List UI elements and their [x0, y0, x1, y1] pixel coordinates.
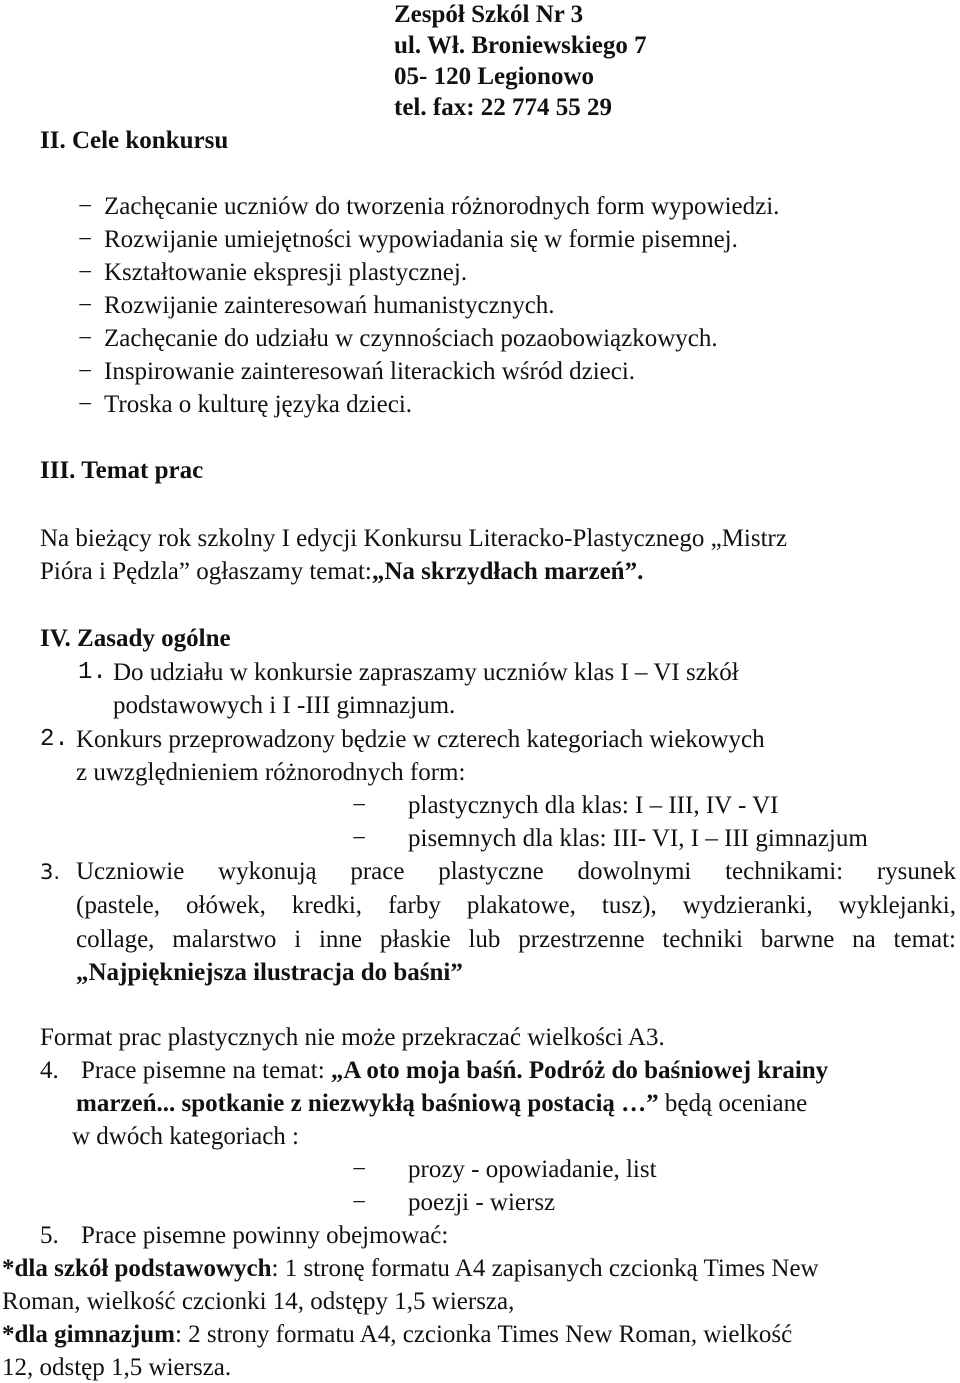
rule-4-line-3: w dwóch kategoriach :	[72, 1123, 300, 1150]
topic-line-1: Na bieżący rok szkolny I edycji Konkursu Literacko-Plastycznego „Mistrz	[40, 525, 787, 552]
rule-4-intro: Prace pisemne na temat:	[81, 1057, 331, 1084]
rule-1-number: 1.	[78, 659, 107, 686]
gymnasium-label: *dla gimnazjum	[2, 1321, 175, 1348]
rule-3-theme: „Najpiękniejsza ilustracja do baśni”	[76, 959, 463, 986]
school-phone: tel. fax: 22 774 55 29	[394, 94, 613, 121]
list-item: Zachęcanie uczniów do tworzenia różnorodnych form wypowiedzi.	[104, 193, 780, 220]
rule-4-line-1	[81, 1056, 828, 1086]
bullet-dash: −	[78, 292, 93, 319]
bullet-dash: −	[352, 792, 367, 819]
school-postal: 05- 120 Legionowo	[394, 63, 594, 90]
rule-1-line-1: Do udziału w konkursie zapraszamy uczniów klas I – VI szkół	[113, 659, 739, 686]
school-street: ul. Wł. Broniewskiego 7	[394, 32, 647, 59]
rule-4-outro: będą oceniane	[658, 1090, 808, 1117]
list-item: prozy - opowiadanie, list	[408, 1156, 657, 1183]
bullet-dash: −	[352, 1189, 367, 1216]
rule-2-number: 2.	[40, 726, 69, 753]
rule-5-text: Prace pisemne powinny obejmować:	[81, 1222, 449, 1249]
list-item: Zachęcanie do udziału w czynnościach pozaobowiązkowych.	[104, 325, 718, 352]
bullet-dash: −	[78, 193, 93, 220]
topic-line-2	[40, 557, 643, 587]
list-item: Inspirowanie zainteresowań literackich wśród dzieci.	[104, 358, 636, 385]
rule-4-line-2	[76, 1089, 807, 1119]
rule-4-theme-part-2: marzeń... spotkanie z niezwykłą baśniową postacią …”	[76, 1090, 659, 1117]
rule-4-number: 4.	[40, 1057, 59, 1084]
primary-school-requirements	[2, 1254, 819, 1284]
gymnasium-text-2: 12, odstęp 1,5 wiersza.	[2, 1354, 232, 1381]
rule-4-theme-part-1: „A oto moja baśń. Podróż do baśniowej krainy	[330, 1057, 829, 1084]
gymnasium-requirements	[2, 1320, 792, 1350]
topic-theme: „Na skrzydłach marzeń”.	[371, 558, 644, 585]
school-name: Zespół Szkól Nr 3	[394, 1, 584, 28]
format-note: Format prac plastycznych nie może przekraczać wielkości A3.	[40, 1024, 665, 1051]
rule-3-line-2: (pastele, ołówek, kredki, farby plakatowe, tusz), wydzieranki, wyklejanki,	[76, 892, 956, 919]
rule-2-line-2: z uwzględnieniem różnorodnych form:	[76, 759, 466, 786]
bullet-dash: −	[78, 259, 93, 286]
gymnasium-text: : 2 strony formatu A4, czcionka Times New Roman, wielkość	[174, 1321, 793, 1348]
bullet-dash: −	[78, 358, 93, 385]
bullet-dash: −	[352, 825, 367, 852]
bullet-dash: −	[78, 325, 93, 352]
list-item: Rozwijanie umiejętności wypowiadania się w formie pisemnej.	[104, 226, 738, 253]
section-2-heading: II. Cele konkursu	[40, 127, 229, 154]
list-item: plastycznych dla klas: I – III, IV - VI	[408, 792, 779, 819]
topic-intro: Pióra i Pędzla” ogłaszamy temat:	[40, 558, 372, 585]
primary-school-label: *dla szkół podstawowych	[2, 1255, 272, 1282]
bullet-dash: −	[352, 1156, 367, 1183]
list-item: Kształtowanie ekspresji plastycznej.	[104, 259, 468, 286]
rule-3-line-3: collage, malarstwo i inne płaskie lub przestrzenne techniki barwne na temat:	[76, 926, 956, 953]
list-item: Troska o kulturę języka dzieci.	[104, 391, 413, 418]
primary-school-text: : 1 stronę formatu A4 zapisanych czcionką Times New	[271, 1255, 819, 1282]
section-3-heading: III. Temat prac	[40, 457, 204, 484]
rule-3-number: 3.	[40, 860, 61, 884]
rule-5-number: 5.	[40, 1222, 59, 1249]
primary-school-text-2: Roman, wielkość czcionki 14, odstępy 1,5 wiersza,	[2, 1288, 515, 1315]
rule-1-line-2: podstawowych i I -III gimnazjum.	[113, 692, 456, 719]
bullet-dash: −	[78, 391, 93, 418]
list-item: pisemnych dla klas: III- VI, I – III gimnazjum	[408, 825, 868, 852]
rule-2-line-1: Konkurs przeprowadzony będzie w czterech kategoriach wiekowych	[76, 726, 765, 753]
bullet-dash: −	[78, 226, 93, 253]
rule-3-line-1: Uczniowie wykonują prace plastyczne dowolnymi technikami: rysunek	[76, 858, 956, 885]
list-item: Rozwijanie zainteresowań humanistycznych.	[104, 292, 555, 319]
section-4-heading: IV. Zasady ogólne	[40, 625, 231, 652]
list-item: poezji - wiersz	[408, 1189, 556, 1216]
